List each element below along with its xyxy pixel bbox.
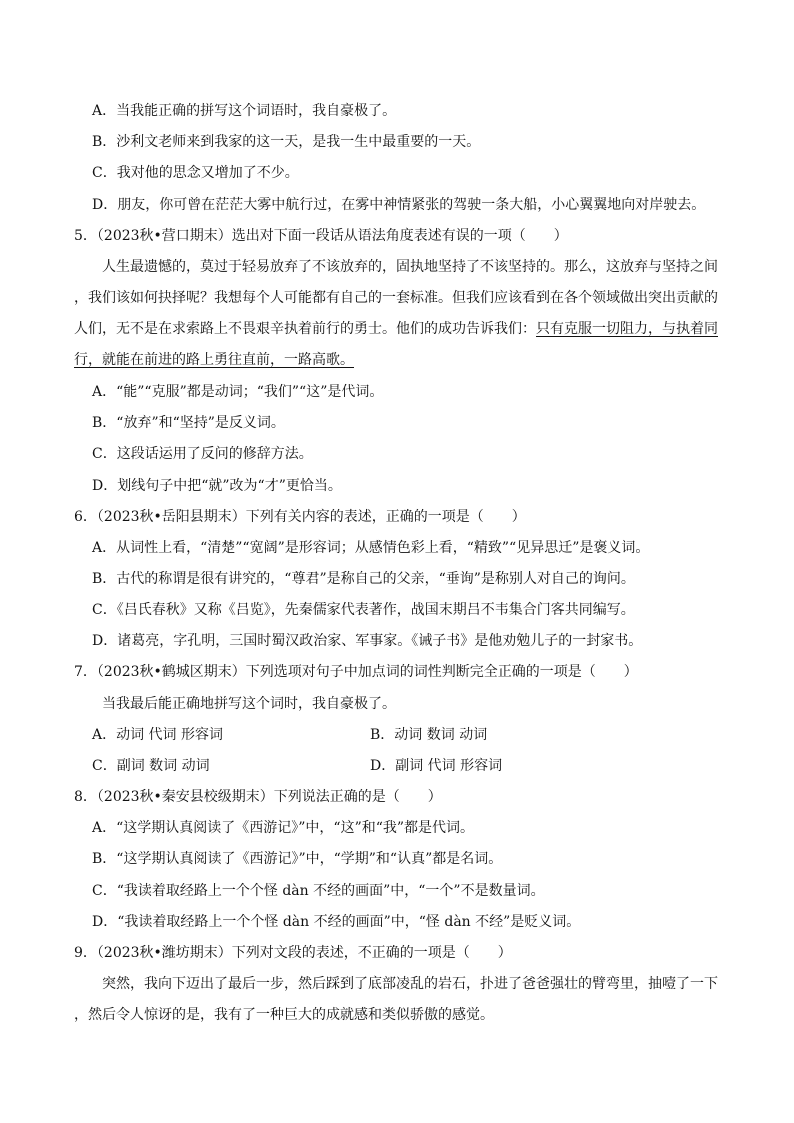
q5-passage-line: 人生最遗憾的，莫过于轻易放弃了不该放弃的，固执地坚持了不该坚持的。那么，这放弃与坚持之间 — [102, 259, 718, 275]
q8-option-c: C．“我读着取经路上一个个怪 dàn 不经的画面”中，“一个”不是数量词。 — [92, 883, 545, 899]
q5-option-a: A．“能”“克服”都是动词；“我们”“这”是代词。 — [92, 384, 384, 400]
q8-option-b: B．“这学期认真阅读了《西游记》”中，“学期”和“认真”都是名词。 — [92, 851, 503, 867]
q7-option-c: C．副词 数词 动词 — [92, 758, 210, 774]
q9-passage-line: 突然，我向下迈出了最后一步，然后踩到了底部凌乱的岩石，扑进了爸爸强壮的臂弯里，抽噎了一下 — [102, 976, 718, 992]
q5-option-c: C．这段话运用了反问的修辞方法。 — [92, 446, 313, 462]
q6-option-d: D．诸葛亮，字孔明，三国时蜀汉政治家、军事家。《诫子书》是他劝勉儿子的一封家书。 — [92, 633, 643, 649]
q8-option-a: A．“这学期认真阅读了《西游记》”中，“这”和“我”都是代词。 — [92, 820, 475, 836]
q5-stem: 5．（2023秋•营口期末）选出对下面一段话从语法角度表述有误的一项（ ） — [74, 228, 568, 244]
q7-option-a: A．动词 代词 形容词 — [92, 727, 224, 743]
q5-option-d: D．划线句子中把“就”改为“才”更恰当。 — [92, 478, 342, 494]
q5-passage-line — [74, 319, 718, 339]
q7-option-d: D．副词 代词 形容词 — [370, 758, 503, 774]
q6-stem: 6．（2023秋•岳阳县期末）下列有关内容的表述，正确的一项是（ ） — [74, 509, 526, 525]
q8-option-d: D．“我读着取经路上一个个怪 dàn 不经的画面”中，“怪 dàn 不经”是贬义词。 — [92, 914, 581, 930]
q6-option-c: C．《吕氏春秋》又称《吕览》，先秦儒家代表著作，战国末期吕不韦集合门客共同编写。 — [92, 602, 635, 618]
q5-option-b: B．“放弃”和“坚持”是反义词。 — [92, 415, 285, 431]
q8-stem: 8．（2023秋•秦安县校级期末）下列说法正确的是（ ） — [74, 789, 442, 805]
q9-passage-line: ，然后令人惊讶的是，我有了一种巨大的成就感和类似骄傲的感觉。 — [74, 1007, 494, 1023]
q5-underlined-sentence: 行，就能在前进的路上勇往直前，一路高歌。 — [74, 352, 354, 368]
q7-stem: 7．（2023秋•鹤城区期末）下列选项对句子中加点词的词性判断完全正确的一项是（ ） — [74, 664, 638, 680]
q4-option-d: D．朋友，你可曾在茫茫大雾中航行过，在雾中神情紧张的驾驶一条大船，小心翼翼地向对岸驶去。 — [92, 197, 706, 213]
q9-stem: 9．（2023秋•潍坊期末）下列对文段的表述，不正确的一项是（ ） — [74, 945, 512, 961]
q4-option-c: C．我对他的思念又增加了不少。 — [92, 165, 299, 181]
q4-option-a: A．当我能正确的拼写这个词语时，我自豪极了。 — [92, 103, 397, 119]
q5-passage-line — [74, 350, 354, 370]
q6-option-a: A．从词性上看，“清楚”“宽阔”是形容词；从感情色彩上看，“精致”“见异思迁”是褒义词。 — [92, 540, 650, 556]
q5-underlined-sentence: 只有克服一切阻力，与执着同 — [536, 321, 718, 337]
q7-option-b: B．动词 数词 动词 — [370, 727, 488, 743]
q5-passage-text: 人们，无不是在求索路上不畏艰辛执着前行的勇士。他们的成功告诉我们： — [74, 321, 536, 337]
q5-passage-line: ，我们该如何抉择呢？我想每个人可能都有自己的一套标准。但我们应该看到在各个领域做出突出贡献的 — [74, 290, 718, 306]
q4-option-b: B．沙利文老师来到我家的这一天，是我一生中最重要的一天。 — [92, 134, 481, 150]
q7-sentence: 当我最后能正确地拼写这个词时，我自豪极了。 — [102, 696, 396, 712]
q6-option-b: B．古代的称谓是很有讲究的，“尊君”是称自己的父亲，“垂询”是称别人对自己的询问。 — [92, 571, 635, 587]
